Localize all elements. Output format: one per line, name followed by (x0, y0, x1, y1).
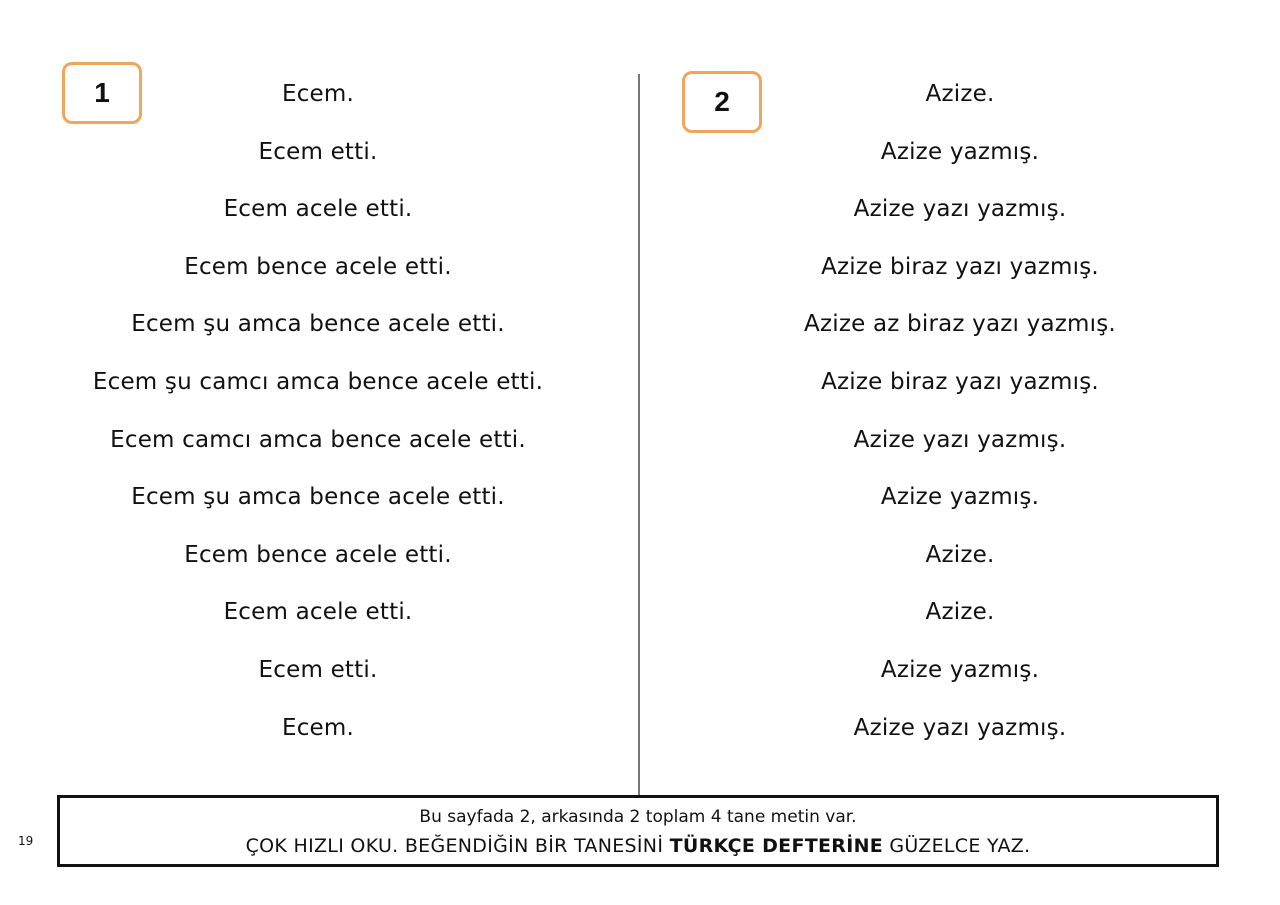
text-number-1: 1 (94, 77, 110, 108)
text-line: Ecem bence acele etti. (184, 253, 452, 280)
text-line: Azize az biraz yazı yazmış. (804, 311, 1116, 338)
text-line: Ecem acele etti. (223, 196, 413, 223)
instruction-line-1: Bu sayfada 2, arkasında 2 toplam 4 tane metin var. (419, 807, 857, 827)
text-line: Ecem şu camcı amca bence acele etti. (92, 368, 544, 395)
text-line: Ecem şu amca bence acele etti. (131, 311, 505, 338)
text-line: Azize yazı yazmış. (853, 714, 1067, 741)
instruction-box (57, 795, 1219, 867)
instruction-text: ÇOK HIZLI OKU. BEĞENDİĞİN BİR TANESİNİ (245, 835, 670, 857)
instruction-line-2 (60, 834, 1216, 858)
text-line: Ecem. (281, 81, 355, 107)
reading-text-1 (60, 76, 576, 767)
page-number: 19 (18, 834, 34, 848)
text-line: Ecem etti. (258, 138, 378, 165)
text-line: Ecem camcı amca bence acele etti. (110, 426, 526, 453)
text-line: Azize yazmış. (880, 656, 1040, 683)
text-line: Azize yazmış. (880, 138, 1040, 165)
text-line: Azize. (925, 81, 995, 107)
text-line: Azize. (925, 541, 995, 568)
text-line: Azize yazı yazmış. (853, 426, 1067, 453)
reading-text-2 (700, 76, 1220, 767)
column-divider (638, 74, 640, 796)
text-line: Ecem etti. (258, 656, 378, 683)
text-line: Azize yazmış. (880, 484, 1040, 511)
text-line: Azize biraz yazı yazmış. (821, 253, 1099, 280)
instruction-text-end: GÜZELCE YAZ. (883, 835, 1031, 857)
instruction-emphasis: TÜRKÇE DEFTERİNE (669, 835, 884, 857)
text-line: Ecem şu amca bence acele etti. (131, 484, 505, 511)
text-line: Ecem acele etti. (223, 599, 413, 626)
text-line: Azize yazı yazmış. (853, 196, 1067, 223)
text-line: Ecem. (281, 714, 355, 741)
text-number-2: 2 (714, 86, 730, 117)
text-line: Azize. (925, 599, 995, 626)
text-line: Azize biraz yazı yazmış. (821, 368, 1099, 395)
text-line: Ecem bence acele etti. (184, 541, 452, 568)
